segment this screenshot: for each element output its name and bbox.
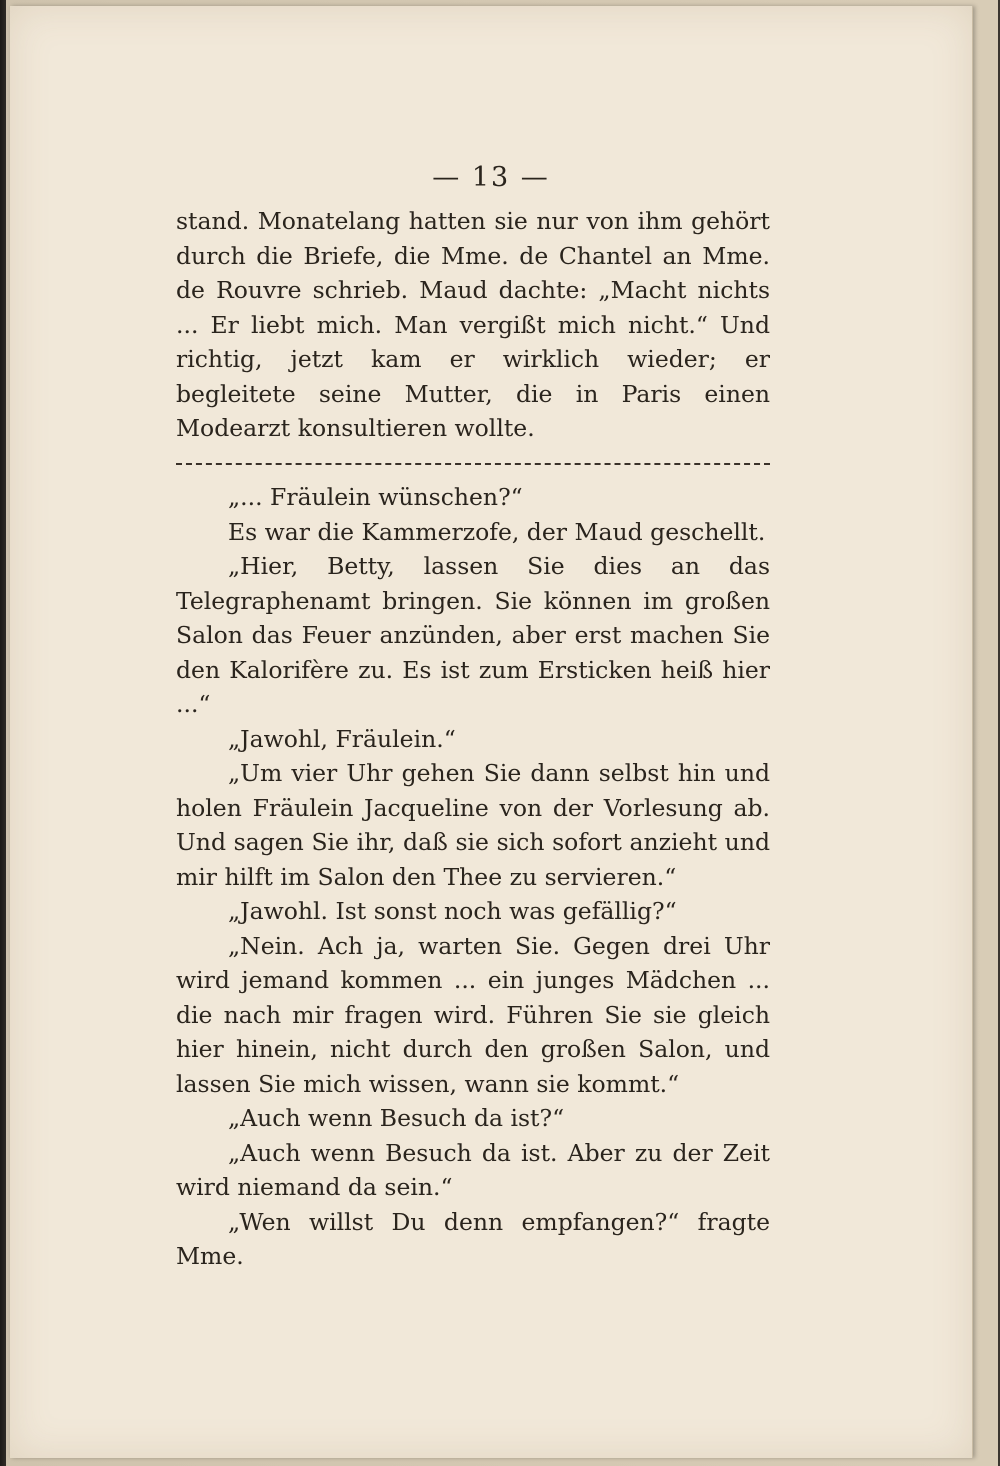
paragraph: „... Fräulein wünschen?“ [228, 483, 523, 511]
paragraph: „Auch wenn Besuch da ist?“ [228, 1104, 565, 1132]
paragraph: „Auch wenn Besuch da ist. Aber zu der Zeit wird niemand da sein.“ [176, 1138, 770, 1201]
paragraph: „Nein. Ach ja, warten Sie. Gegen drei Uhr wird jemand kommen ... ein junges Mädchen ... die nach mir fragen wird. Führen Sie sie gleich hier hinein, nicht durch den großen Salon, und lassen Sie mich wissen, wann sie kommt.“ [176, 931, 770, 1098]
paragraph: Es war die Kammerzofe, der Maud geschellt. [228, 517, 766, 546]
section-separator [176, 446, 770, 481]
paragraph: „Um vier Uhr gehen Sie dann selbst hin und holen Fräulein Jacqueline von der Vorlesung ab. Und sagen Sie ihr, daß sie sich sofort anzieht und mir hilft im Salon den Thee zu servieren.“ [176, 759, 770, 891]
paragraph: stand. Monatelang hatten sie nur von ihm gehört durch die Briefe, die Mme. de Chantel an Mme. de Rouvre schrieb. Maud dachte: „Macht nichts ... Er liebt mich. Man vergißt mich nicht.“ Und richtig, jetzt kam er wirklich wieder; er begleitete seine Mutter, die in Paris einen Modearzt konsultieren wollte. [176, 207, 770, 442]
body-text [176, 204, 770, 1274]
paragraph: „Jawohl, Fräulein.“ [228, 724, 456, 753]
page-number: — 13 — [432, 162, 550, 193]
paragraph: „Wen willst Du denn empfangen?“ fragte Mme. [176, 1207, 770, 1270]
paragraph: „Hier, Betty, lassen Sie dies an das Telegraphenamt bringen. Sie können im großen Salon das Feuer anzünden, aber erst machen Sie den Kalorifère zu. Es ist zum Ersticken heiß hier ...“ [176, 552, 770, 718]
paragraph: „Jawohl. Ist sonst noch was gefällig?“ [228, 897, 677, 925]
